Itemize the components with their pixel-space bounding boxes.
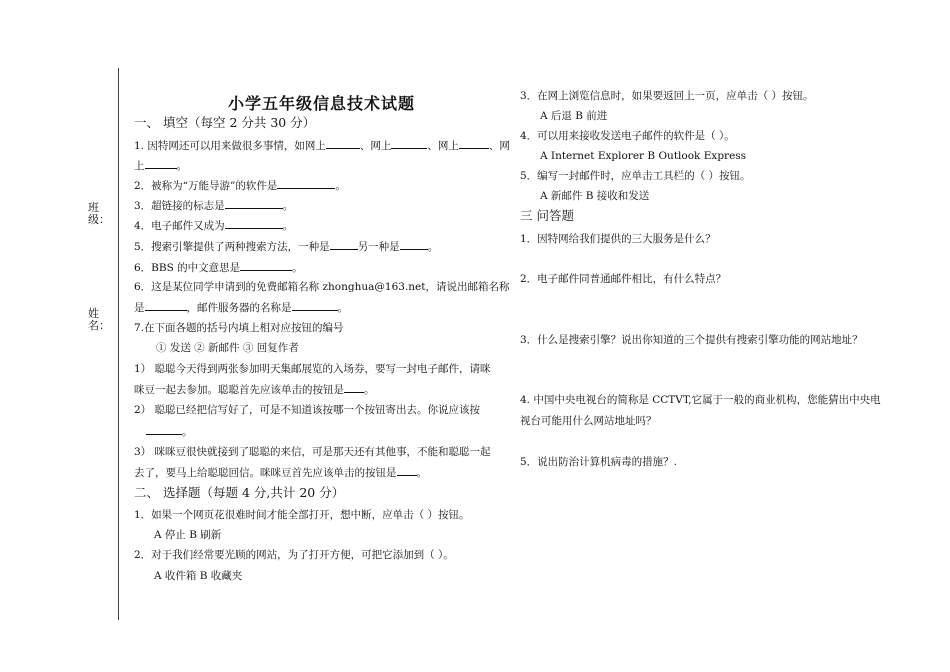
choice-question-3: 3．在网上浏览信息时，如果要返回上一页，应单击（ ）按钮。 [520, 90, 814, 102]
question-1-line-2: 上 。 [134, 160, 187, 172]
name-label-char-2: 名： [88, 319, 110, 332]
choice-question-5-options: A 新邮件 B 接收和发送 [540, 190, 650, 202]
section-qa-heading: 三 问答题 [520, 208, 574, 223]
choice-question-1-options: A 停止 B 刷新 [154, 529, 222, 541]
question-4: 4．电子邮件又成为 。 [134, 220, 294, 232]
sub-question-3-line-2: 去了，要马上给聪聪回信。咪咪豆首先应该单击的按钮是 。 [134, 467, 427, 479]
question-3: 3．超链接的标志是 。 [134, 200, 294, 212]
question-6: 6．BBS 的中文意思是 。 [134, 262, 303, 274]
sub-question-1-line-2: 咪豆一起去参加。聪聪首先应该单击的按钮是 。 [134, 384, 375, 396]
qa-question-2: 2．电子邮件同普通邮件相比，有什么特点？ [520, 273, 727, 285]
choice-question-4-options: A Internet Explorer B Outlook Express [540, 150, 747, 162]
qa-question-5: 5．说出防治计算机病毒的措施？. [520, 456, 678, 468]
question-2: 2．被称为“万能导游”的软件是 。 [134, 180, 346, 192]
choice-question-1: 1．如果一个网页花很难时间才能全部打开，想中断，应单击（ ）按钮。 [134, 509, 470, 521]
question-1-line-1: 1. 因特网还可以用来做很多事情，如网上 、网上 、网上 、网 [134, 140, 510, 152]
qa-question-4-line-1: 4. 中国中央电视台的简称是 CCTVT,它属于一般的商业机构，您能猜出中央电 [520, 394, 881, 406]
qa-question-3: 3．什么是搜索引擎？说出你知道的三个提供有搜索引擎功能的网站地址？ [520, 334, 863, 346]
choice-question-2: 2．对于我们经常要光顾的网站，为了打开方便，可把它添加到（ ）。 [134, 549, 454, 561]
sub-question-2-line-1: 2） 聪聪已经把信写好了，可是不知道该按哪一个按钮寄出去。你说应该按 [134, 404, 481, 416]
question-6b-line-1: 6．这是某位同学申请到的免费邮箱名称 zhonghua@163.net，请说出邮箱名称 [134, 281, 510, 293]
exam-title: 小学五年级信息技术试题 [228, 94, 416, 113]
choice-question-5: 5．编写一封邮件时，应单击工具栏的（ ）按钮。 [520, 170, 751, 182]
question-7-options: ① 发送 ② 新邮件 ③ 回复作者 [156, 342, 299, 354]
section-choice-heading: 二、 选择题（每题 4 分,共计 20 分） [134, 485, 345, 500]
qa-question-4-line-2: 视台可能用什么网站地址吗？ [520, 415, 657, 427]
sub-question-1-line-1: 1） 聪聪今天得到两张参加明天集邮展览的入场券，要写一封电子邮件，请咪 [134, 363, 491, 375]
question-6b-line-2: 是 ，邮件服务器的名称是 。 [134, 302, 348, 314]
class-label-char-2: 级： [88, 213, 110, 226]
sub-question-2-line-2: 。 [146, 424, 193, 439]
question-5: 5．搜索引擎提供了两种搜索方法，一种是 另一种是 。 [134, 241, 439, 253]
section-fill-in-heading: 一、 填空（每空 2 分共 30 分） [134, 115, 316, 130]
binding-margin-line [118, 68, 119, 620]
class-label-char-1: 班 [88, 201, 99, 214]
qa-question-1: 1．因特网给我们提供的三大服务是什么？ [520, 233, 716, 245]
choice-question-3-options: A 后退 B 前进 [540, 110, 608, 122]
sub-question-3-line-1: 3） 咪咪豆很快就接到了聪聪的来信，可是那天还有其他事，不能和聪聪一起 [134, 446, 491, 458]
question-7: 7.在下面各题的括号内填上相对应按钮的编号 [134, 322, 344, 334]
choice-question-2-options: A 收件箱 B 收藏夹 [154, 570, 243, 582]
name-label-char-1: 姓 [88, 307, 99, 320]
choice-question-4: 4．可以用来接收发送电子邮件的软件是（ ）。 [520, 130, 735, 142]
